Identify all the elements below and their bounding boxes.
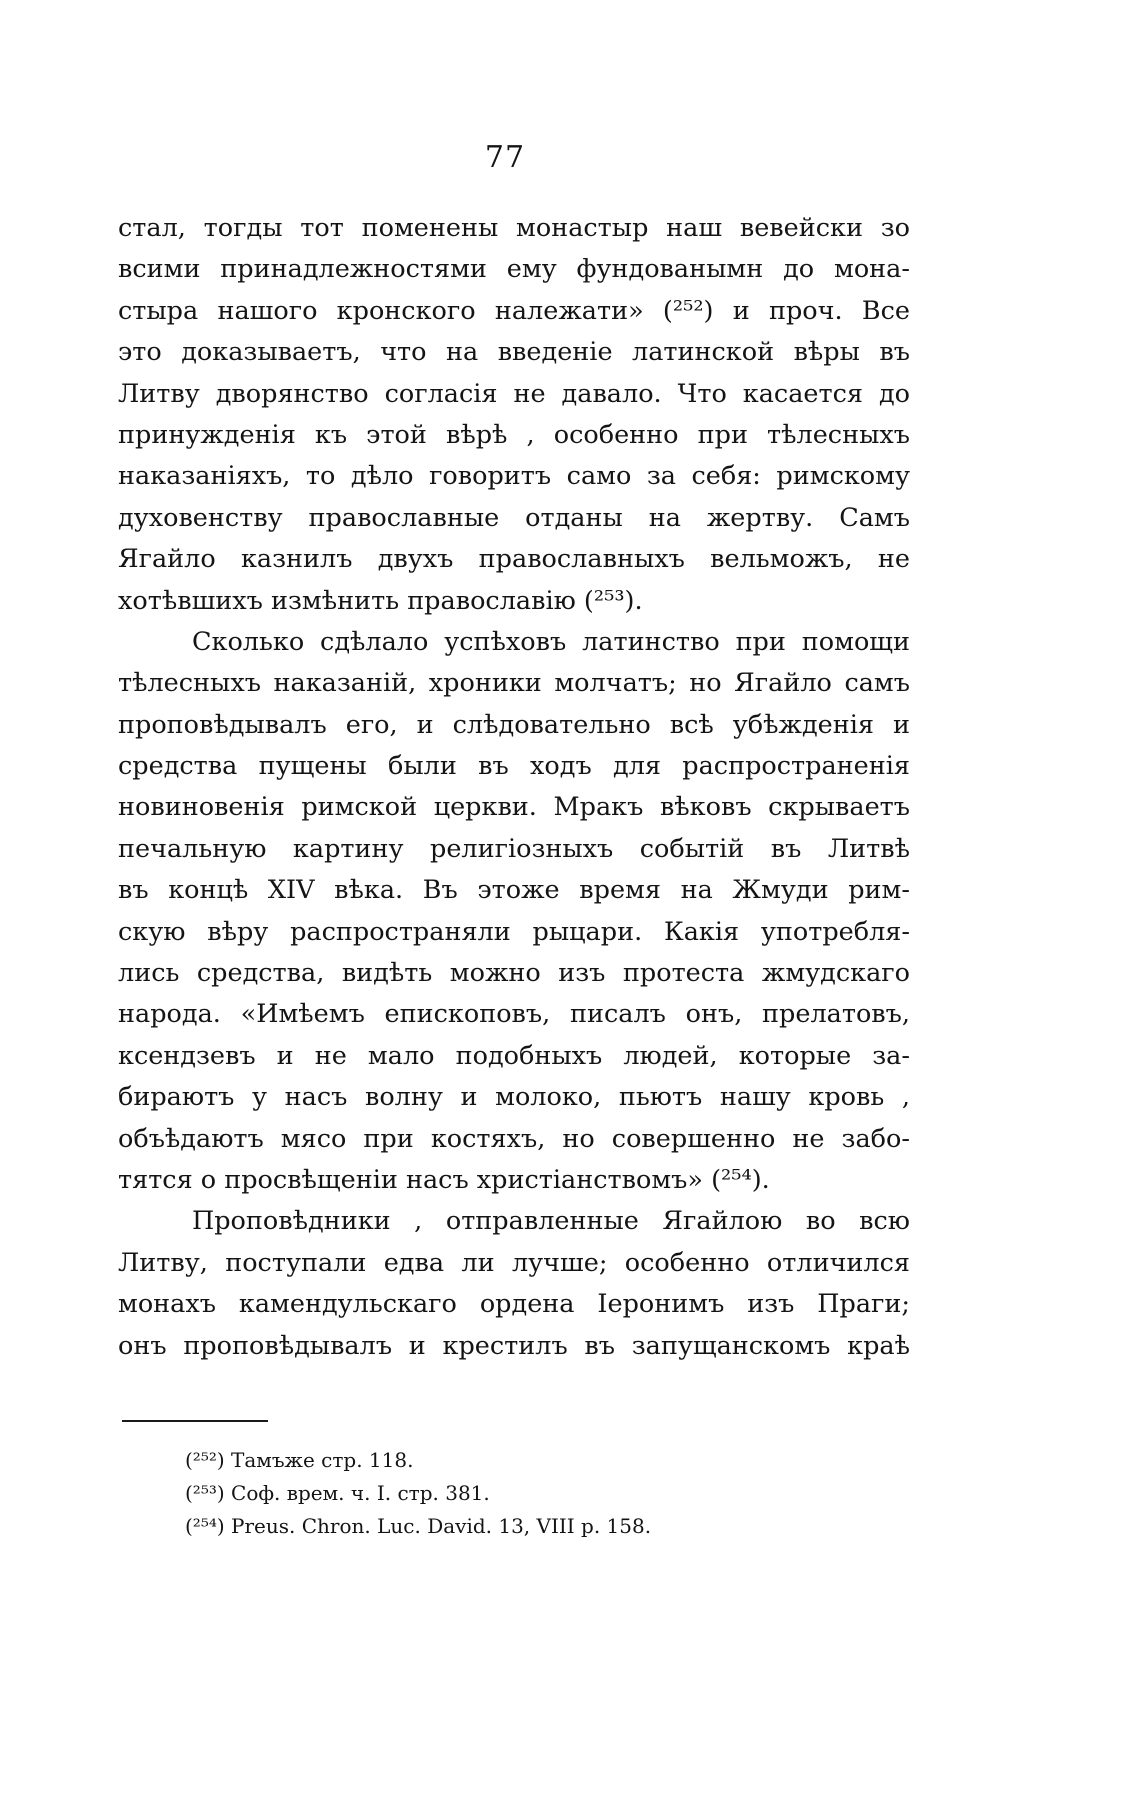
paragraph-first-line: Сколько сдѣлало успѣховъ латинство при помощи — [192, 626, 910, 657]
footnote: (²⁵²) Тамъже стр. 118. — [185, 1448, 414, 1472]
text-line: хотѣвшихъ измѣнить православію (²⁵³). — [118, 585, 643, 616]
text-line: это доказываетъ, что на введеніе латинской вѣры въ — [118, 337, 910, 368]
text-line: принужденія къ этой вѣрѣ , особенно при тѣлесныхъ — [118, 419, 910, 450]
text-line: печальную картину религіозныхъ событій въ Литвѣ — [118, 833, 910, 864]
footnote-divider — [122, 1420, 268, 1422]
text-line: народа. «Имѣемъ епископовъ, писалъ онъ, прелатовъ, — [118, 999, 910, 1030]
text-line: скую вѣру распространяли рыцари. Какія употребля- — [118, 916, 910, 947]
text-line: лись средства, видѣть можно изъ протеста жмудскаго — [118, 958, 910, 989]
body-text — [118, 208, 910, 1367]
text-line: тѣлесныхъ наказаній, хроники молчатъ; но Ягайло самъ — [118, 668, 910, 699]
text-line: стыра нашого кронского належати» (²⁵²) и проч. Все — [118, 295, 910, 326]
text-line: ксендзевъ и не мало подобныхъ людей, которые за- — [118, 1040, 910, 1071]
text-line: проповѣдывалъ его, и слѣдовательно всѣ убѣжденія и — [118, 709, 910, 740]
text-line: бираютъ у насъ волну и молоко, пьютъ нашу кровь , — [118, 1082, 910, 1113]
paragraph-first-line: Проповѣдники , отправленные Ягайлою во всю — [192, 1206, 910, 1237]
text-line: онъ проповѣдывалъ и крестилъ въ запущанскомъ краѣ — [118, 1330, 910, 1361]
text-line: наказаніяхъ, то дѣло говоритъ само за себя: римскому — [118, 461, 910, 492]
text-line: въ концѣ XIV вѣка. Въ этоже время на Жмуди рим- — [118, 875, 910, 906]
text-line: всими принадлежностями ему фундованымн до мона- — [118, 254, 910, 285]
footnotes — [185, 1444, 885, 1543]
text-line: Литву, поступали едва ли лучше; особенно отличился — [118, 1247, 910, 1278]
page-number: 77 — [484, 140, 526, 175]
footnote: (²⁵⁴) Preus. Chron. Luc. David. 13, VIII p. 158. — [185, 1514, 652, 1538]
text-line: средства пущены были въ ходъ для распространенія — [118, 751, 910, 782]
footnote: (²⁵³) Соф. врем. ч. I. стр. 381. — [185, 1481, 490, 1505]
text-line: духовенству православные отданы на жертву. Самъ — [118, 502, 910, 533]
text-line: стал, тогды тот поменены монастыр наш вевейски зо — [118, 213, 910, 243]
text-line: тятся о просвѣщеніи насъ христіанствомъ» (²⁵⁴). — [118, 1164, 770, 1195]
text-line: новиновенія римской церкви. Мракъ вѣковъ скрываетъ — [118, 792, 910, 823]
text-line: Ягайло казнилъ двухъ православныхъ вельможъ, не — [118, 544, 910, 575]
text-line: монахъ камендульскаго ордена Іеронимъ изъ Праги; — [118, 1289, 910, 1320]
text-line: Литву дворянство согласія не давало. Что касается до — [118, 378, 910, 409]
text-line: объѣдаютъ мясо при костяхъ, но совершенно не забо- — [118, 1123, 910, 1154]
